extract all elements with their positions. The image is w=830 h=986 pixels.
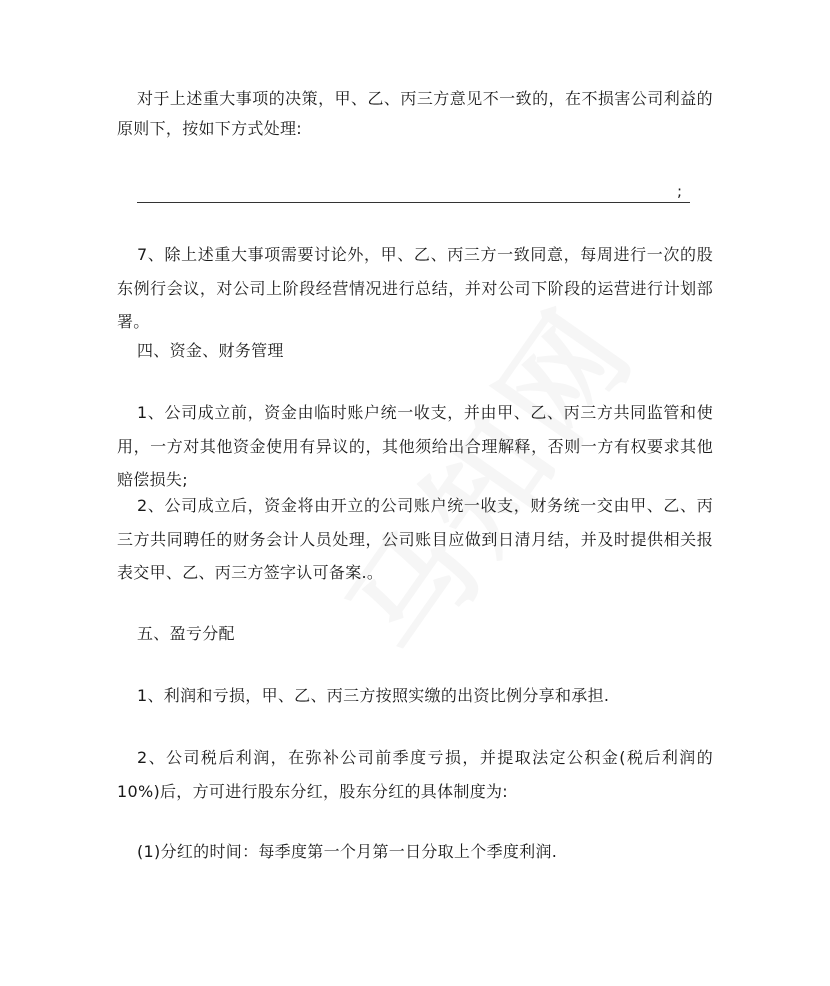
section-heading-5: 五、盈亏分配 — [137, 624, 235, 643]
paragraph-5-2: 2、公司税后利润，在弥补公司前季度亏损，并提取法定公积金(税后利润的 10%)后，方可进行股东分红，股东分红的具体制度为: — [117, 748, 713, 801]
paragraph-dispute-resolution: 对于上述重大事项的决策，甲、乙、丙三方意见不一致的，在不损害公司利益的原则下，按如下方式处理: — [117, 89, 713, 138]
paragraph-4-2: 2、公司成立后，资金将由开立的公司账户统一收支，财务统一交由甲、乙、丙三方共同聘任的财务会计人员处理，公司账目应做到日清月结，并及时提供相关报表交甲、乙、丙三方签字认可备案.。 — [117, 496, 713, 582]
paragraph-5-2-1: (1)分红的时间：每季度第一个月第一日分取上个季度利润. — [137, 842, 558, 861]
paragraph-item-7: 7、除上述重大事项需要讨论外，甲、乙、丙三方一致同意，每周进行一次的股东例行会议，对公司上阶段经营情况进行总结，并对公司下阶段的运营进行计划部署。 — [117, 245, 713, 331]
paragraph-4-1: 1、公司成立前，资金由临时账户统一收支，并由甲、乙、丙三方共同监管和使用，一方对其他资金使用有异议的，其他须给出合理解释，否则一方有权要求其他赔偿损失; — [117, 403, 713, 489]
blank-line-semicolon: ; — [676, 182, 682, 200]
paragraph-5-1: 1、利润和亏损，甲、乙、丙三方按照实缴的出资比例分享和承担. — [137, 686, 610, 705]
section-heading-4: 四、资金、财务管理 — [137, 341, 284, 360]
fill-in-blank-line — [137, 182, 690, 203]
